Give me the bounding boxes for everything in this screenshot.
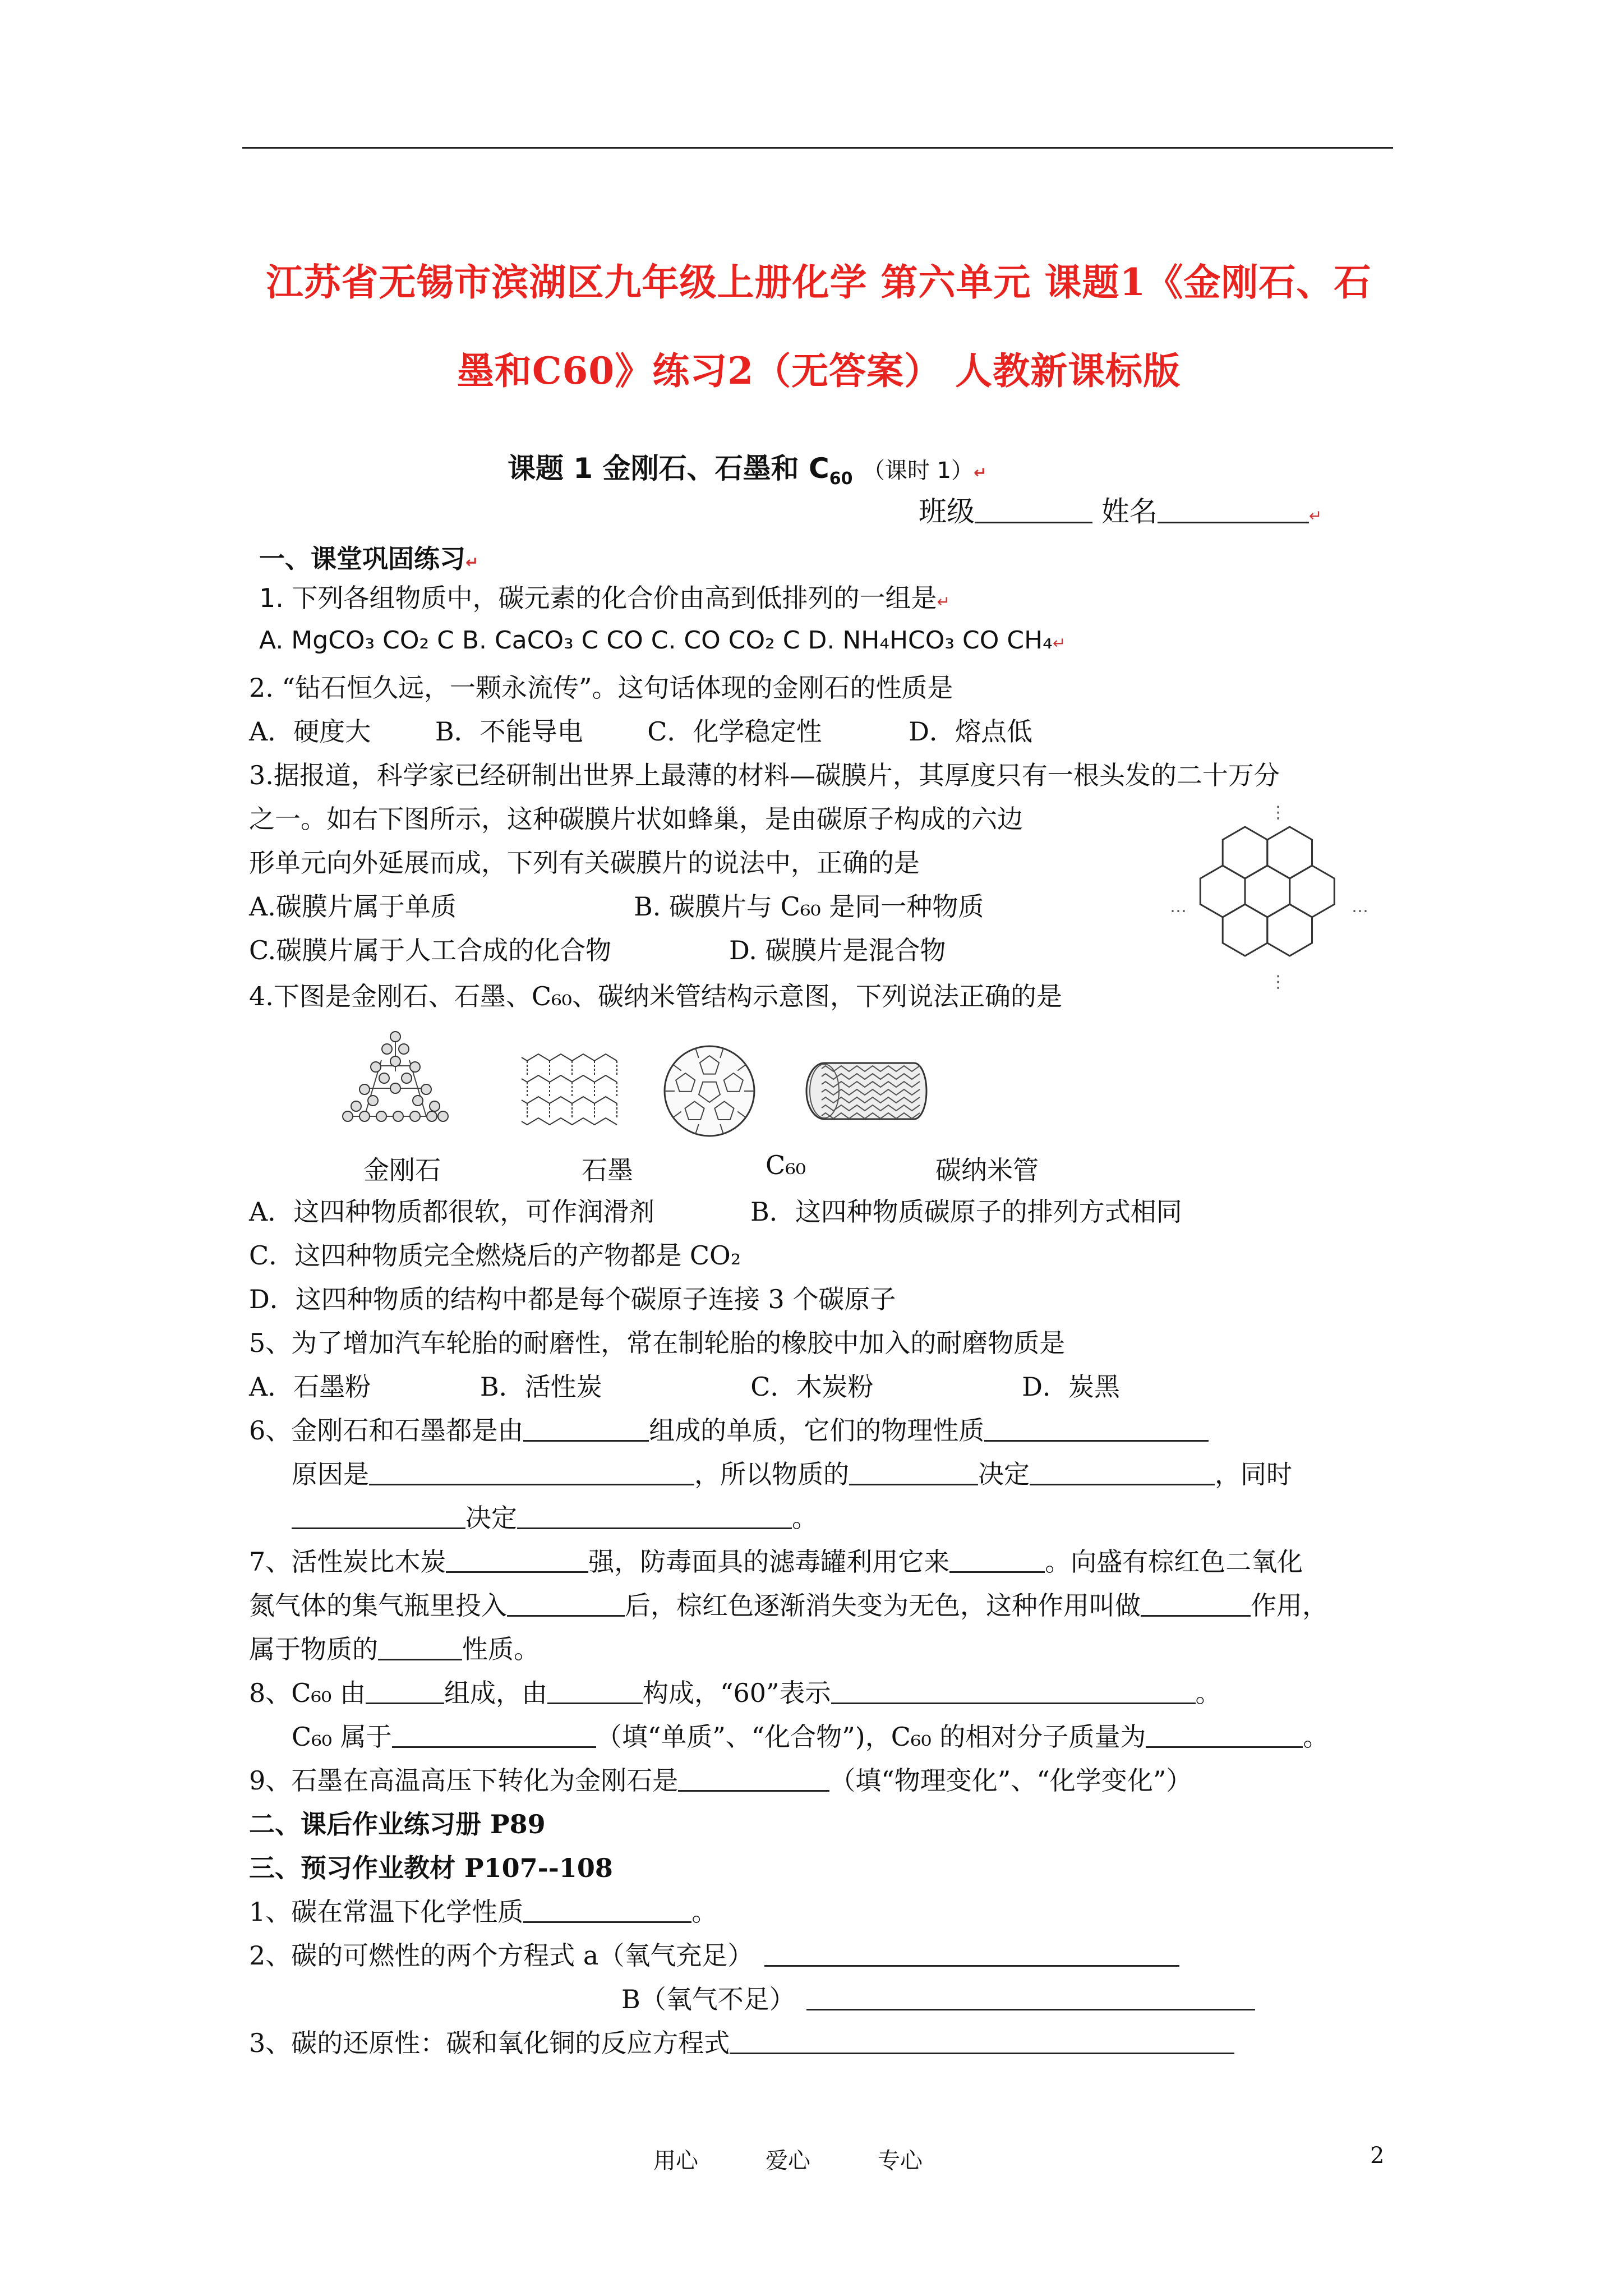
svg-text:⋮: ⋮ <box>1270 803 1287 822</box>
section-1-heading-text: 一、课堂巩固练习 <box>259 544 465 574</box>
name-blank[interactable] <box>1158 496 1309 523</box>
q2-stem: 2. “钻石恒久远，一颗永流传”。这句话体现的金刚石的性质是 <box>249 673 953 703</box>
svg-text:…: … <box>1352 897 1368 917</box>
lesson-title-subscript: 60 <box>829 469 853 489</box>
q8-text-3: 构成，“60”表示 <box>642 1678 831 1708</box>
q5-option-d: D．炭黑 <box>1022 1372 1121 1402</box>
carbon-nanotube-figure <box>802 1055 931 1128</box>
carbon-sheet-honeycomb-figure <box>1166 802 1380 993</box>
q8-blank-1[interactable] <box>366 1677 444 1704</box>
s3-q1-text-1: 1、碳在常温下化学性质 <box>249 1897 524 1927</box>
carbon-atom <box>410 1062 420 1072</box>
q8-blank-4[interactable] <box>392 1720 596 1748</box>
section-1-heading: 一、课堂巩固练习↵ <box>259 544 479 574</box>
carbon-atom <box>430 1101 440 1111</box>
q6-text-6: ，同时 <box>1215 1459 1292 1489</box>
q9-blank[interactable] <box>678 1764 829 1792</box>
q6-blank-6[interactable] <box>292 1502 465 1529</box>
s3-q3-blank[interactable] <box>730 2027 1234 2054</box>
q8-blank-2[interactable] <box>547 1677 643 1704</box>
carbon-atom <box>410 1111 420 1121</box>
q7-line-3 <box>249 1632 540 1666</box>
q7-text-2: 强，防毒面具的滤毒罐利用它来 <box>588 1547 950 1577</box>
carbon-atom <box>413 1096 423 1106</box>
q6-blank-7[interactable] <box>517 1502 792 1529</box>
lesson-note: （课时 1） <box>862 458 974 484</box>
carbon-atom <box>376 1111 386 1121</box>
q3-stem-1: 3.据报道，科学家已经研制出世界上最薄的材料—碳膜片，其厚度只有一根头发的二十万分 <box>249 760 1280 790</box>
q8-text-4: 。 <box>1195 1678 1221 1708</box>
q4-option-c: C．这四种物质完全燃烧后的产物都是 CO₂ <box>249 1240 741 1271</box>
carbon-atom <box>399 1044 409 1054</box>
q7-text-8: 性质。 <box>462 1634 540 1664</box>
carbon-atom <box>368 1096 378 1106</box>
carbon-atom <box>359 1084 370 1094</box>
caption-graphite: 石墨 <box>582 1155 633 1185</box>
q6-text-5: 决定 <box>978 1459 1030 1489</box>
q7-text-3: 。向盛有棕红色二氧化 <box>1045 1547 1303 1577</box>
carbon-atom <box>359 1111 370 1121</box>
q1-stem-text: 1. 下列各组物质中，碳元素的化合价由高到低排列的一组是 <box>259 583 937 613</box>
diamond-structure-figure <box>331 1027 460 1133</box>
q8-line-1 <box>249 1676 1221 1710</box>
s3-q2-text-1: 2、碳的可燃性的两个方程式 a（氧气充足） <box>249 1940 754 1971</box>
s3-q1-line <box>249 1895 717 1929</box>
q7-blank-5[interactable] <box>378 1633 462 1660</box>
q7-blank-2[interactable] <box>949 1545 1045 1573</box>
q5-option-a: A．石墨粉 <box>249 1372 371 1402</box>
s3-q2-line-2 <box>621 1982 1255 2016</box>
carbon-atom <box>402 1073 412 1083</box>
q3-stem-3: 形单元向外延展而成，下列有关碳膜片的说法中，正确的是 <box>249 848 920 878</box>
q4-option-d: D．这四种物质的结构中都是每个碳原子连接 3 个碳原子 <box>249 1284 896 1314</box>
q4-option-b: B．这四种物质碳原子的排列方式相同 <box>750 1197 1182 1227</box>
caption-c60: C₆₀ <box>766 1150 806 1180</box>
q4-stem: 4.下图是金刚石、石墨、C₆₀、碳纳米管结构示意图，下列说法正确的是 <box>249 981 1062 1011</box>
q6-blank-5[interactable] <box>1030 1458 1215 1485</box>
q3-stem-2: 之一。如右下图所示，这种碳膜片状如蜂巢，是由碳原子构成的六边 <box>249 804 1023 834</box>
q9-text-2: （填“物理变化”、“化学变化”） <box>829 1765 1192 1796</box>
q6-text-8: 。 <box>792 1503 818 1533</box>
q7-text-5: 后，棕红色逐渐消失变为无色，这种作用叫做 <box>625 1590 1141 1621</box>
svg-text:…: … <box>1170 897 1187 917</box>
q7-text-4: 氮气体的集气瓶里投入 <box>249 1590 507 1621</box>
header-rule <box>242 147 1393 149</box>
document-title-line-2: 墨和C60》练习2（无答案） 人教新课标版 <box>457 349 1181 393</box>
document-title-line-1: 江苏省无锡市滨湖区九年级上册化学 第六单元 课题1《金刚石、石 <box>266 260 1372 304</box>
q6-blank-2[interactable] <box>984 1414 1209 1442</box>
q4-option-a: A．这四种物质都很软，可作润滑剂 <box>249 1197 655 1227</box>
q7-blank-1[interactable] <box>446 1545 588 1573</box>
q8-line-2 <box>292 1720 1329 1754</box>
q6-blank-3[interactable] <box>369 1458 694 1485</box>
hexagon-cell <box>1290 866 1335 917</box>
caption-nanotube: 碳纳米管 <box>935 1155 1039 1185</box>
carbon-atom <box>371 1062 381 1072</box>
q6-line-1 <box>249 1414 1209 1447</box>
q6-line-2 <box>292 1457 1292 1491</box>
q2-option-c: C．化学稳定性 <box>647 716 822 747</box>
s3-q3-line <box>249 2026 1234 2060</box>
q7-text-6: 作用， <box>1251 1590 1328 1621</box>
q8-blank-5[interactable] <box>1146 1720 1303 1748</box>
q8-text-5: C₆₀ 属于 <box>292 1722 392 1752</box>
graphite-layer <box>522 1054 617 1061</box>
carbon-atom <box>390 1032 400 1042</box>
lesson-title: 课题 1 金刚石、石墨和 $C_{60}$ （课时 1）↵ <box>508 452 987 489</box>
svg-text:⋮: ⋮ <box>1270 972 1287 992</box>
page-number: 2 <box>1370 2143 1385 2169</box>
q8-text-1: 8、C₆₀ 由 <box>249 1678 366 1708</box>
q9-line <box>249 1764 1192 1797</box>
carbon-atom <box>390 1083 400 1093</box>
s3-q2-blank-a[interactable] <box>764 1939 1179 1967</box>
q8-text-7: 。 <box>1303 1722 1329 1752</box>
name-label: 姓名 <box>1101 495 1158 528</box>
q2-options <box>249 715 1032 748</box>
hexagon-cell <box>1223 827 1267 878</box>
q7-line-1 <box>249 1545 1303 1579</box>
q8-text-6: （填“单质”、“化合物”)，C₆₀ 的相对分子质量为 <box>596 1722 1146 1752</box>
graphite-layer <box>522 1118 617 1125</box>
q1-options-text: A. MgCO₃ CO₂ C B. CaCO₃ C CO C. CO CO₂ C D. NH₄HCO₃ CO CH₄ <box>259 626 1053 655</box>
s3-q2-text-2: B（氧气不足） <box>621 1984 795 2014</box>
q6-text-2: 组成的单质，它们的物理性质 <box>649 1415 985 1446</box>
footer-motto-1: 用心 <box>653 2148 698 2174</box>
carbon-atom <box>382 1044 392 1054</box>
class-blank[interactable] <box>975 496 1092 523</box>
footer-motto-3: 专心 <box>878 2148 923 2174</box>
q5-option-c: C．木炭粉 <box>750 1372 874 1402</box>
q8-blank-3[interactable] <box>831 1677 1196 1704</box>
carbon-atom <box>351 1101 361 1111</box>
hexagon-cell <box>1267 827 1312 878</box>
q7-blank-4[interactable] <box>1141 1589 1251 1617</box>
q1-stem: 1. 下列各组物质中，碳元素的化合价由高到低排列的一组是↵ <box>259 583 950 613</box>
q3-option-d: D. 碳膜片是混合物 <box>729 935 946 965</box>
lesson-title-text: 课题 1 金刚石、石墨和 C <box>508 452 829 485</box>
hexagon-cell <box>1223 904 1267 956</box>
carbon-atom <box>421 1084 431 1094</box>
section-3-heading: 三、预习作业教材 P107--108 <box>249 1853 613 1883</box>
graphite-layer <box>522 1097 617 1103</box>
carbon-atom <box>393 1111 403 1121</box>
q8-text-2: 组成，由 <box>444 1678 547 1708</box>
q6-line-3 <box>292 1501 818 1535</box>
q3-option-b: B. 碳膜片与 C₆₀ 是同一种物质 <box>634 891 984 922</box>
q5-option-b: B．活性炭 <box>479 1372 602 1402</box>
q9-text-1: 9、石墨在高温高压下转化为金刚石是 <box>249 1765 679 1796</box>
q6-text-7: 决定 <box>465 1503 517 1533</box>
q7-text-1: 7、活性炭比木炭 <box>249 1547 446 1577</box>
hexagon-cell <box>1245 866 1290 917</box>
q7-blank-3[interactable] <box>507 1589 625 1617</box>
class-name-line: 班级 姓名 ↵ <box>919 495 1322 528</box>
carbon-atom <box>427 1111 437 1121</box>
graphite-layer <box>522 1075 617 1082</box>
s3-q1-text-2: 。 <box>691 1897 718 1927</box>
hexagon-cell <box>1267 904 1312 956</box>
carbon-atom <box>343 1111 353 1121</box>
q6-blank-1[interactable] <box>523 1414 649 1442</box>
q7-text-7: 属于物质的 <box>249 1634 378 1664</box>
s3-q2-line-1 <box>249 1939 1179 1972</box>
q3-option-c: C.碳膜片属于人工合成的化合物 <box>249 935 612 965</box>
q3-option-a: A.碳膜片属于单质 <box>249 891 457 922</box>
section-2-heading: 二、课后作业练习册 P89 <box>249 1809 546 1839</box>
s3-q2-blank-b[interactable] <box>806 1983 1255 2010</box>
class-label: 班级 <box>919 495 975 528</box>
c60-structure-figure <box>656 1038 763 1144</box>
q5-options <box>249 1370 1120 1404</box>
q1-options: A. MgCO₃ CO₂ C B. CaCO₃ C CO C. CO CO₂ C D. NH₄HCO₃ CO CH₄↵ <box>259 626 1066 655</box>
s3-q3-text: 3、碳的还原性：碳和氧化铜的反应方程式 <box>249 2028 730 2058</box>
graphite-structure-figure <box>516 1049 628 1133</box>
carbon-atom <box>438 1111 448 1121</box>
q6-text-3: 原因是 <box>292 1459 369 1489</box>
carbon-atom <box>379 1073 389 1083</box>
s3-q1-blank[interactable] <box>523 1895 691 1923</box>
q6-text-4: ，所以物质的 <box>694 1459 849 1489</box>
footer-motto-2: 爱心 <box>766 2148 810 2174</box>
q2-option-b: B．不能导电 <box>435 716 583 747</box>
q2-option-a: A．硬度大 <box>249 716 371 747</box>
q6-text-1: 6、金刚石和石墨都是由 <box>249 1415 524 1446</box>
q5-stem: 5、为了增加汽车轮胎的耐磨性，常在制轮胎的橡胶中加入的耐磨物质是 <box>249 1328 1066 1358</box>
q2-option-d: D．熔点低 <box>909 716 1033 747</box>
carbon-atom <box>390 1056 400 1066</box>
caption-diamond: 金刚石 <box>363 1155 441 1185</box>
hexagon-cell <box>1200 866 1245 917</box>
q6-blank-4[interactable] <box>849 1458 978 1485</box>
q7-line-2 <box>249 1589 1328 1622</box>
